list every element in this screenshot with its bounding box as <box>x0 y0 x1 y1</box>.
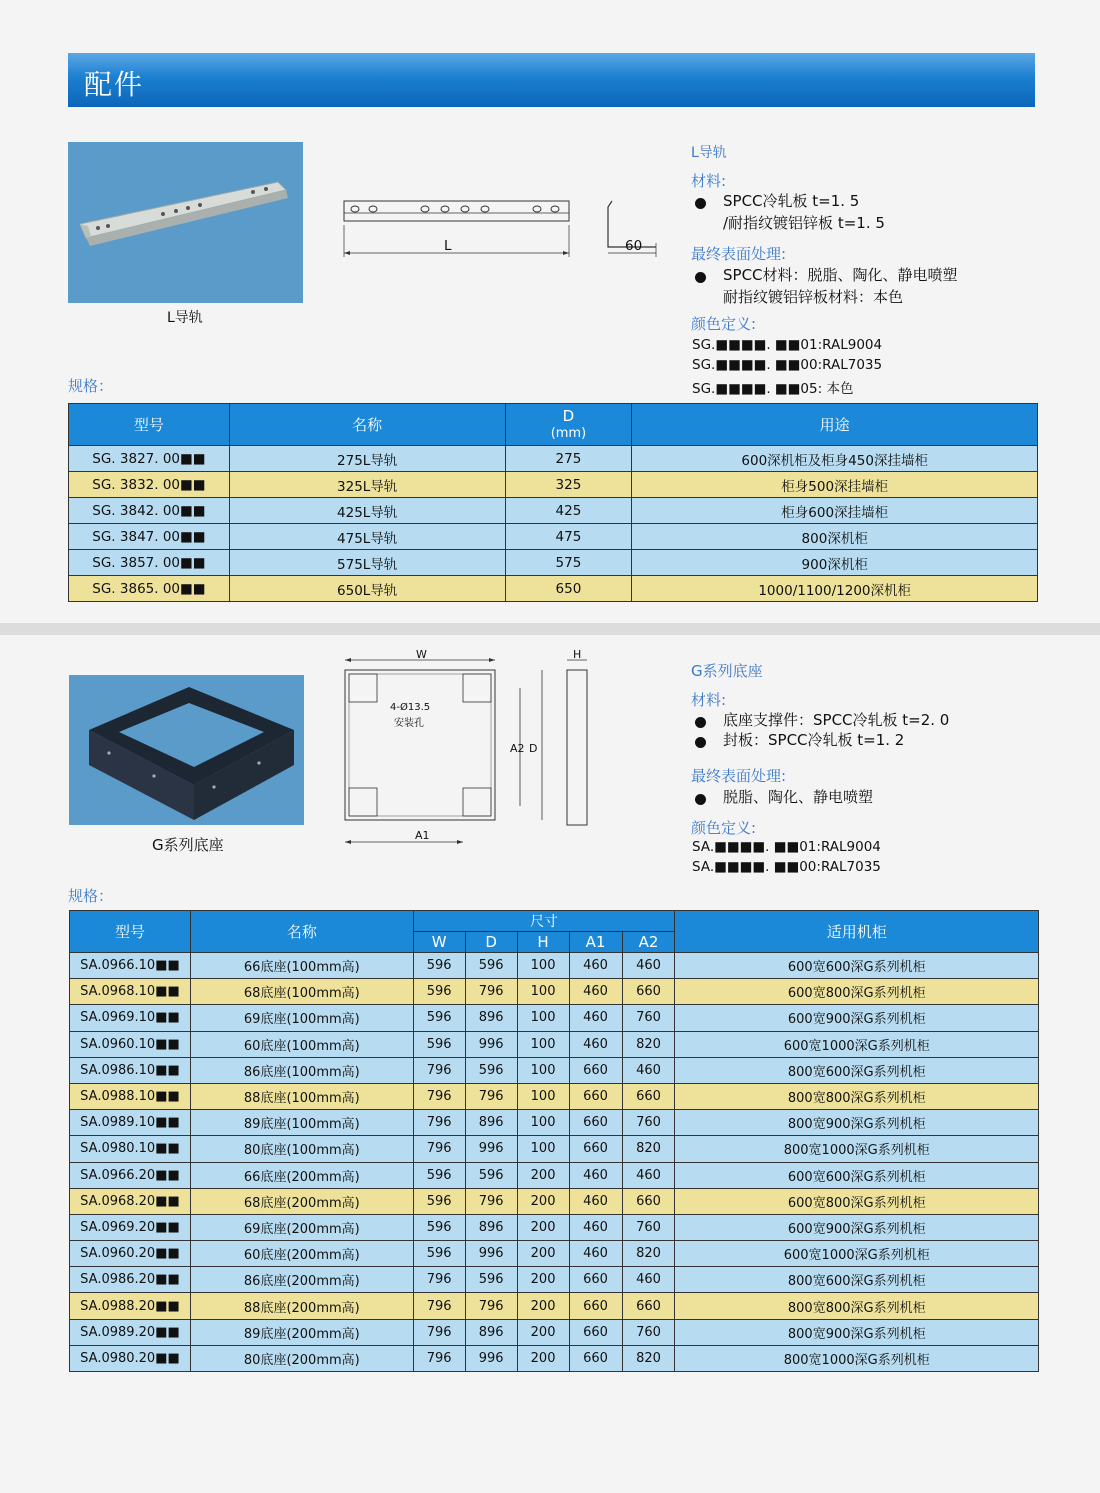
table-cell: 275L导轨 <box>229 446 505 472</box>
drawing-a2-label: A2 <box>510 742 525 755</box>
table-cell: 100 <box>517 1083 569 1109</box>
l-rail-color-label: 颜色定义: <box>691 315 757 333</box>
table-cell: SA.0969.10■■ <box>70 1005 191 1031</box>
table-cell: SA.0989.10■■ <box>70 1110 191 1136</box>
table-row <box>69 550 1038 576</box>
table-cell: 596 <box>465 1057 517 1083</box>
table-cell: 600宽600深G系列机柜 <box>675 953 1039 979</box>
table-cell: 68底座(100mm高) <box>190 979 413 1005</box>
table-cell: 650 <box>505 576 632 602</box>
table-cell: 460 <box>569 1188 622 1214</box>
table-header: 尺寸 <box>413 911 675 932</box>
table-cell: 600宽600深G系列机柜 <box>675 1162 1039 1188</box>
g-base-spec-label: 规格： <box>68 887 114 905</box>
table-cell: 896 <box>465 1319 517 1345</box>
table-cell: 660 <box>569 1083 622 1109</box>
drawing-h-label: H <box>573 648 582 661</box>
table-cell: 900深机柜 <box>632 550 1038 576</box>
table-cell: 460 <box>622 953 675 979</box>
table-cell: 660 <box>622 1083 675 1109</box>
bullet-icon <box>695 733 706 752</box>
g-base-spec-table <box>69 910 1039 1372</box>
table-cell: 600宽1000深G系列机柜 <box>675 1241 1039 1267</box>
table-cell: 796 <box>413 1083 465 1109</box>
table-cell: 800深机柜 <box>632 524 1038 550</box>
g-base-color-label: 颜色定义: <box>691 819 757 837</box>
table-cell: 760 <box>622 1319 675 1345</box>
table-cell: 796 <box>413 1110 465 1136</box>
table-cell: 475L导轨 <box>229 524 505 550</box>
table-row <box>70 1057 1039 1083</box>
l-rail-drawing <box>340 195 670 269</box>
table-cell: 60底座(200mm高) <box>190 1241 413 1267</box>
table-cell: 86底座(100mm高) <box>190 1057 413 1083</box>
table-row <box>69 576 1038 602</box>
g-base-color-line: SA.■■■■. ■■00:RAL7035 <box>692 859 881 875</box>
drawing-w-label: W <box>416 648 427 661</box>
table-cell: 200 <box>517 1345 569 1371</box>
table-cell: 100 <box>517 1057 569 1083</box>
table-cell: 800宽600深G系列机柜 <box>675 1267 1039 1293</box>
table-cell: 796 <box>413 1293 465 1319</box>
table-row <box>70 1005 1039 1031</box>
table-cell: 896 <box>465 1214 517 1240</box>
table-cell: 596 <box>413 979 465 1005</box>
l-rail-photo <box>68 142 303 303</box>
table-cell: 88底座(100mm高) <box>190 1083 413 1109</box>
l-rail-material-label: 材料: <box>691 172 727 190</box>
table-cell: 475 <box>505 524 632 550</box>
table-cell: 800宽600深G系列机柜 <box>675 1057 1039 1083</box>
table-cell: 68底座(200mm高) <box>190 1188 413 1214</box>
table-row <box>69 498 1038 524</box>
table-cell: 575L导轨 <box>229 550 505 576</box>
g-base-photo-caption: G系列底座 <box>152 836 224 854</box>
table-cell: 996 <box>465 1031 517 1057</box>
drawing-d-label: D <box>529 742 538 755</box>
table-cell: SG. 3832. 00■■ <box>69 472 230 498</box>
table-header-row <box>69 404 1038 446</box>
table-cell: 800宽900深G系列机柜 <box>675 1319 1039 1345</box>
table-cell: SA.0980.20■■ <box>70 1345 191 1371</box>
table-header: H <box>517 932 569 953</box>
drawing-hole-note: 安装孔 <box>394 718 424 729</box>
table-cell: 69底座(200mm高) <box>190 1214 413 1240</box>
table-cell: 200 <box>517 1267 569 1293</box>
l-rail-material-line: /耐指纹镀铝锌板 t=1. 5 <box>723 214 885 232</box>
table-cell: 660 <box>569 1267 622 1293</box>
table-cell: 596 <box>465 953 517 979</box>
l-rail-photo-caption: L导轨 <box>167 310 203 326</box>
table-cell: 200 <box>517 1214 569 1240</box>
table-cell: 89底座(200mm高) <box>190 1319 413 1345</box>
table-cell: 66底座(100mm高) <box>190 953 413 979</box>
table-cell: 460 <box>622 1267 675 1293</box>
table-cell: 596 <box>413 1005 465 1031</box>
section-divider <box>0 623 1100 635</box>
table-header: 用途 <box>632 404 1038 446</box>
l-rail-color-line: SG.■■■■. ■■05: 本色 <box>692 381 854 397</box>
table-cell: 660 <box>569 1293 622 1319</box>
table-row <box>70 1188 1039 1214</box>
table-header: 型号 <box>70 911 191 953</box>
table-cell: SA.0960.10■■ <box>70 1031 191 1057</box>
table-cell: 460 <box>569 1031 622 1057</box>
table-cell: 275 <box>505 446 632 472</box>
table-cell: 600宽800深G系列机柜 <box>675 1188 1039 1214</box>
table-cell: 650L导轨 <box>229 576 505 602</box>
table-row <box>69 472 1038 498</box>
table-cell: 460 <box>569 1005 622 1031</box>
table-cell: 100 <box>517 1136 569 1162</box>
drawing-length-label: L <box>444 238 452 254</box>
table-row <box>70 1241 1039 1267</box>
table-cell: 896 <box>465 1005 517 1031</box>
table-cell: 425L导轨 <box>229 498 505 524</box>
drawing-width-label: 60 <box>625 238 643 254</box>
table-row <box>70 1293 1039 1319</box>
g-base-product-name: G系列底座 <box>691 662 763 680</box>
g-base-material-label: 材料: <box>691 691 727 709</box>
table-cell: SG. 3842. 00■■ <box>69 498 230 524</box>
table-header: 名称 <box>190 911 413 953</box>
table-cell: 660 <box>622 979 675 1005</box>
l-rail-finish-line: SPCC材料：脱脂、陶化、静电喷塑 <box>723 266 958 284</box>
drawing-a1-label: A1 <box>415 829 430 842</box>
table-cell: 200 <box>517 1293 569 1319</box>
table-cell: 600宽1000深G系列机柜 <box>675 1031 1039 1057</box>
table-cell: 200 <box>517 1319 569 1345</box>
table-cell: 796 <box>413 1267 465 1293</box>
table-row <box>70 1136 1039 1162</box>
bullet-icon <box>695 268 706 287</box>
page-title: 配件 <box>84 68 145 101</box>
table-cell: 600深机柜及柜身450深挂墙柜 <box>632 446 1038 472</box>
table-cell: SA.0968.20■■ <box>70 1188 191 1214</box>
table-cell: 820 <box>622 1241 675 1267</box>
page-banner <box>68 53 1035 107</box>
table-header: W <box>413 932 465 953</box>
table-header-d: D <box>562 406 575 425</box>
table-cell: SG. 3847. 00■■ <box>69 524 230 550</box>
table-header: 适用机柜 <box>675 911 1039 953</box>
table-cell: 100 <box>517 953 569 979</box>
g-base-drawing <box>335 648 595 852</box>
table-header-unit: (mm) <box>550 425 587 441</box>
table-cell: 796 <box>465 1083 517 1109</box>
table-header: D <box>465 932 517 953</box>
l-rail-product-name: L导轨 <box>691 145 727 161</box>
table-cell: SA.0966.10■■ <box>70 953 191 979</box>
table-cell: 600宽900深G系列机柜 <box>675 1214 1039 1240</box>
table-cell: 460 <box>569 1162 622 1188</box>
table-cell: 60底座(100mm高) <box>190 1031 413 1057</box>
table-header: 名称 <box>229 404 505 446</box>
bullet-icon <box>695 790 706 809</box>
table-row <box>70 1319 1039 1345</box>
g-base-finish-label: 最终表面处理: <box>691 767 787 785</box>
g-base-finish-line: 脱脂、陶化、静电喷塑 <box>723 788 874 806</box>
table-cell: SA.0968.10■■ <box>70 979 191 1005</box>
table-cell: 996 <box>465 1345 517 1371</box>
table-cell: 1000/1100/1200深机柜 <box>632 576 1038 602</box>
table-header: 型号 <box>69 404 230 446</box>
table-cell: SA.0969.20■■ <box>70 1214 191 1240</box>
table-row <box>70 1214 1039 1240</box>
table-cell: 596 <box>413 1162 465 1188</box>
table-cell: 796 <box>465 979 517 1005</box>
table-row <box>70 1162 1039 1188</box>
table-cell: 460 <box>569 953 622 979</box>
table-cell: 796 <box>465 1188 517 1214</box>
table-cell: 200 <box>517 1188 569 1214</box>
table-cell: 460 <box>622 1057 675 1083</box>
table-cell: 796 <box>413 1319 465 1345</box>
table-cell: SG. 3827. 00■■ <box>69 446 230 472</box>
bullet-icon <box>695 194 706 213</box>
table-header-row <box>70 911 1039 932</box>
table-cell: 425 <box>505 498 632 524</box>
table-cell: 600宽800深G系列机柜 <box>675 979 1039 1005</box>
table-cell: SA.0986.20■■ <box>70 1267 191 1293</box>
table-cell: 796 <box>413 1136 465 1162</box>
table-cell: SA.0988.20■■ <box>70 1293 191 1319</box>
table-cell: 100 <box>517 1031 569 1057</box>
g-base-photo <box>69 675 304 825</box>
table-cell: 柜身600深挂墙柜 <box>632 498 1038 524</box>
table-cell: 660 <box>622 1293 675 1319</box>
l-rail-finish-line: 耐指纹镀铝锌板材料：本色 <box>723 288 904 306</box>
table-cell: 996 <box>465 1136 517 1162</box>
l-rail-color-line: SG.■■■■. ■■00:RAL7035 <box>692 357 883 373</box>
table-row <box>70 979 1039 1005</box>
table-cell: 柜身500深挂墙柜 <box>632 472 1038 498</box>
table-cell: 460 <box>569 1214 622 1240</box>
table-cell: 69底座(100mm高) <box>190 1005 413 1031</box>
table-header: A2 <box>622 932 675 953</box>
table-cell: 80底座(100mm高) <box>190 1136 413 1162</box>
table-cell: 800宽900深G系列机柜 <box>675 1110 1039 1136</box>
table-cell: 86底座(200mm高) <box>190 1267 413 1293</box>
table-row <box>70 1345 1039 1371</box>
table-cell: 89底座(100mm高) <box>190 1110 413 1136</box>
l-rail-material-line: SPCC冷轧板 t=1. 5 <box>723 192 860 210</box>
table-cell: 460 <box>569 979 622 1005</box>
g-base-color-line: SA.■■■■. ■■01:RAL9004 <box>692 839 881 855</box>
table-cell: 596 <box>465 1162 517 1188</box>
table-cell: 660 <box>569 1319 622 1345</box>
bullet-icon <box>695 713 706 732</box>
table-cell: 996 <box>465 1241 517 1267</box>
table-cell: 460 <box>569 1241 622 1267</box>
table-cell: 200 <box>517 1162 569 1188</box>
table-cell: 596 <box>465 1267 517 1293</box>
table-cell: 200 <box>517 1241 569 1267</box>
table-cell: 760 <box>622 1005 675 1031</box>
table-cell: 820 <box>622 1345 675 1371</box>
table-cell: 66底座(200mm高) <box>190 1162 413 1188</box>
table-cell: 660 <box>622 1188 675 1214</box>
table-cell: 660 <box>569 1057 622 1083</box>
l-rail-finish-label: 最终表面处理: <box>691 245 787 263</box>
table-cell: SA.0980.10■■ <box>70 1136 191 1162</box>
table-row <box>70 1267 1039 1293</box>
table-cell: 600宽900深G系列机柜 <box>675 1005 1039 1031</box>
table-cell: SA.0986.10■■ <box>70 1057 191 1083</box>
table-cell: 88底座(200mm高) <box>190 1293 413 1319</box>
table-cell: 596 <box>413 1214 465 1240</box>
table-cell: 325L导轨 <box>229 472 505 498</box>
drawing-hole-label: 4-Ø13.5 <box>390 702 431 713</box>
l-rail-spec-label: 规格： <box>68 377 114 395</box>
table-cell: 596 <box>413 1031 465 1057</box>
table-header <box>505 404 632 446</box>
table-row <box>69 446 1038 472</box>
table-row <box>70 953 1039 979</box>
table-cell: SA.0966.20■■ <box>70 1162 191 1188</box>
table-cell: 800宽1000深G系列机柜 <box>675 1345 1039 1371</box>
table-cell: SG. 3857. 00■■ <box>69 550 230 576</box>
table-cell: 796 <box>413 1345 465 1371</box>
table-cell: 760 <box>622 1110 675 1136</box>
table-cell: 800宽800深G系列机柜 <box>675 1293 1039 1319</box>
table-cell: SA.0960.20■■ <box>70 1241 191 1267</box>
table-cell: 800宽800深G系列机柜 <box>675 1083 1039 1109</box>
table-row <box>70 1083 1039 1109</box>
table-cell: 896 <box>465 1110 517 1136</box>
table-cell: SA.0988.10■■ <box>70 1083 191 1109</box>
table-cell: 796 <box>413 1057 465 1083</box>
table-cell: 100 <box>517 1005 569 1031</box>
table-cell: 596 <box>413 1188 465 1214</box>
table-cell: 800宽1000深G系列机柜 <box>675 1136 1039 1162</box>
l-rail-spec-table <box>68 403 1038 602</box>
table-cell: 325 <box>505 472 632 498</box>
l-rail-color-line: SG.■■■■. ■■01:RAL9004 <box>692 337 883 353</box>
table-cell: 100 <box>517 979 569 1005</box>
table-cell: 820 <box>622 1031 675 1057</box>
table-cell: 660 <box>569 1136 622 1162</box>
g-base-material-line: 封板：SPCC冷轧板 t=1. 2 <box>723 731 905 749</box>
table-cell: SG. 3865. 00■■ <box>69 576 230 602</box>
table-row <box>70 1110 1039 1136</box>
table-row <box>70 1031 1039 1057</box>
table-cell: 596 <box>413 953 465 979</box>
table-cell: 80底座(200mm高) <box>190 1345 413 1371</box>
table-cell: 760 <box>622 1214 675 1240</box>
table-cell: 820 <box>622 1136 675 1162</box>
table-cell: 796 <box>465 1293 517 1319</box>
table-cell: 660 <box>569 1345 622 1371</box>
table-cell: SA.0989.20■■ <box>70 1319 191 1345</box>
table-cell: 575 <box>505 550 632 576</box>
g-base-material-line: 底座支撑件：SPCC冷轧板 t=2. 0 <box>723 711 950 729</box>
table-header: A1 <box>569 932 622 953</box>
table-cell: 596 <box>413 1241 465 1267</box>
table-cell: 100 <box>517 1110 569 1136</box>
table-row <box>69 524 1038 550</box>
table-cell: 660 <box>569 1110 622 1136</box>
table-cell: 460 <box>622 1162 675 1188</box>
